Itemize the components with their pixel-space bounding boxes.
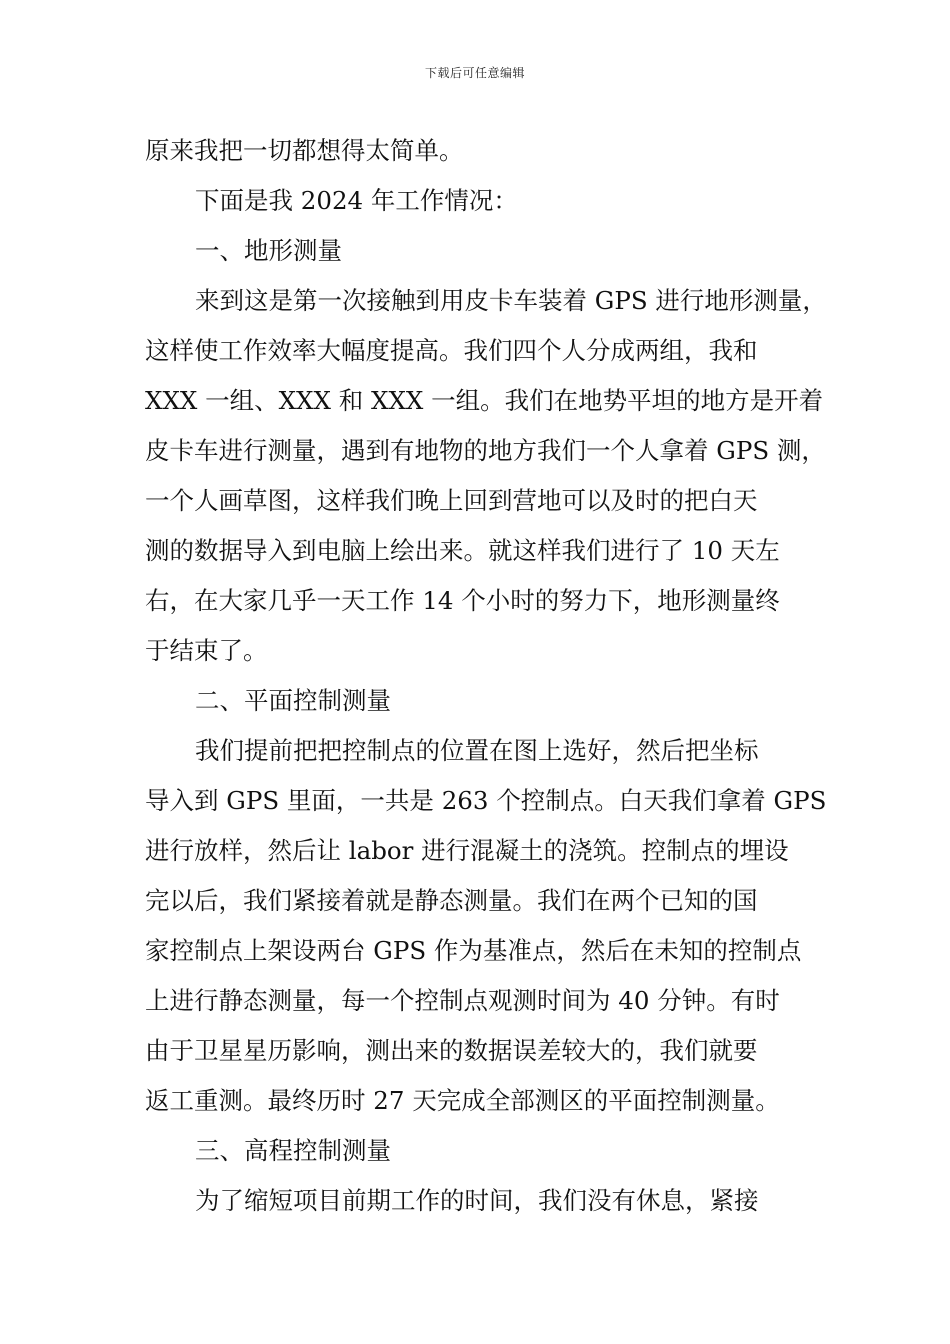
text-line: 由于卫星星历影响，测出来的数据误差较大的，我们就要 [145, 1036, 758, 1065]
text-line: 完以后，我们紧接着就是静态测量。我们在两个已知的国 [145, 886, 758, 915]
document-body [145, 126, 827, 1226]
text-line: 为了缩短项目前期工作的时间，我们没有休息，紧接 [195, 1186, 759, 1215]
text-line: 进行放样，然后让 labor 进行混凝土的浇筑。控制点的埋设 [145, 836, 789, 865]
text-line: 来到这是第一次接触到用皮卡车装着 GPS 进行地形测量， [195, 286, 827, 315]
text-line: 三、高程控制测量 [195, 1136, 391, 1165]
text-line: 测的数据导入到电脑上绘出来。就这样我们进行了 10 天左 [145, 536, 780, 565]
page-header: 下载后可任意编辑 [424, 66, 525, 80]
text-line: 上进行静态测量，每一个控制点观测时间为 40 分钟。有时 [145, 986, 780, 1015]
text-line: 这样使工作效率大幅度提高。我们四个人分成两组，我和 [145, 336, 758, 365]
text-line: 下面是我 2024 年工作情况： [195, 186, 518, 215]
text-line: 原来我把一切都想得太简单。 [145, 136, 464, 165]
text-line: 我们提前把把控制点的位置在图上选好，然后把坐标 [195, 736, 759, 765]
text-line: 二、平面控制测量 [195, 686, 391, 715]
text-line: 于结束了。 [145, 636, 268, 665]
text-line: 导入到 GPS 里面，一共是 263 个控制点。白天我们拿着 GPS [145, 786, 827, 815]
text-line: XXX 一组、XXX 和 XXX 一组。我们在地势平坦的地方是开着 [145, 386, 824, 415]
text-line: 右，在大家几乎一天工作 14 个小时的努力下，地形测量终 [145, 586, 780, 615]
text-line: 一、地形测量 [195, 236, 342, 265]
text-line: 返工重测。最终历时 27 天完成全部测区的平面控制测量。 [145, 1086, 780, 1115]
text-line: 皮卡车进行测量，遇到有地物的地方我们一个人拿着 GPS 测， [145, 436, 826, 465]
text-line: 家控制点上架设两台 GPS 作为基准点，然后在未知的控制点 [145, 936, 802, 965]
text-line: 一个人画草图，这样我们晚上回到营地可以及时的把白天 [145, 486, 758, 515]
